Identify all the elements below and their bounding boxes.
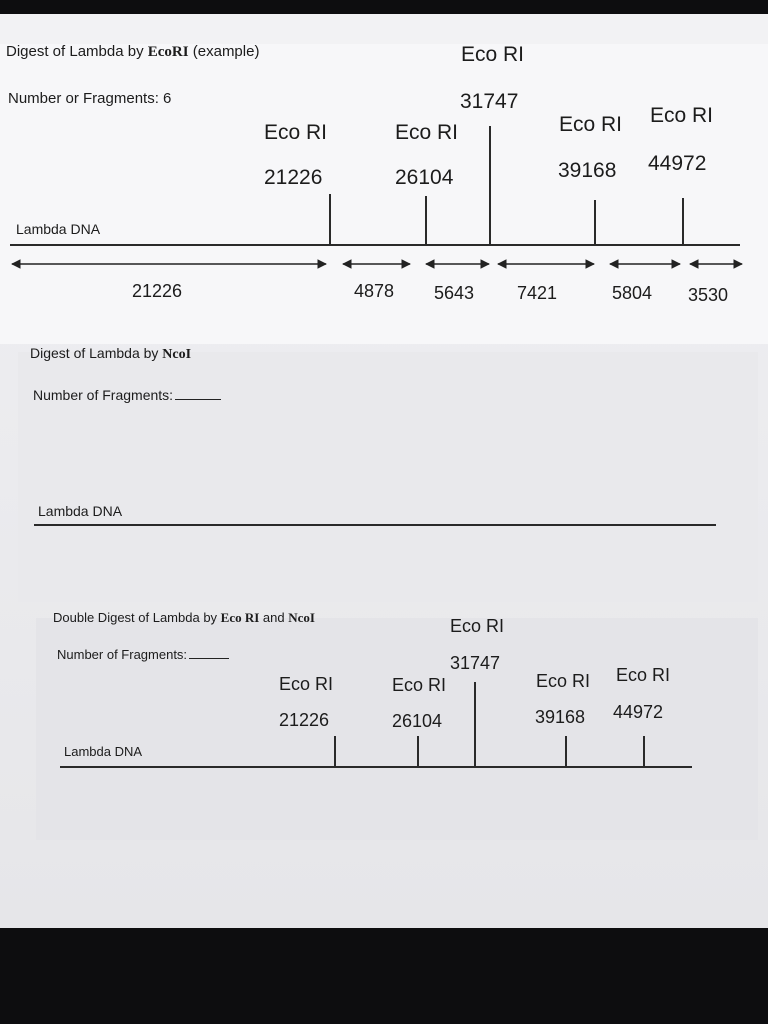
lambda-dna-label: Lambda DNA	[38, 503, 123, 519]
fragment-size-label: 3530	[688, 285, 729, 305]
site-position-label: 26104	[395, 166, 454, 189]
cut-site-mark	[417, 736, 419, 767]
site-position-label: 44972	[613, 702, 664, 722]
site-enzyme-label: Eco RI	[650, 104, 714, 127]
fragment-arrows	[0, 14, 768, 314]
ecori-example-title: Digest of Lambda by EcoRI (example)	[6, 43, 260, 60]
site-enzyme-label: Eco RI	[392, 675, 447, 695]
site-enzyme-label: Eco RI	[395, 121, 459, 144]
fragment-size-label: 5643	[434, 283, 475, 303]
cut-site-mark	[565, 736, 567, 767]
site-position-label: 44972	[648, 152, 707, 175]
site-position-label: 31747	[450, 653, 501, 673]
fragment-size-label: 4878	[354, 281, 395, 301]
site-position-label: 21226	[279, 710, 330, 730]
double-digest-title: Double Digest of Lambda by Eco RI and NcoI	[53, 610, 315, 625]
cut-site-mark	[643, 736, 645, 767]
cut-site-mark	[474, 682, 476, 767]
lambda-dna-label: Lambda DNA	[16, 221, 101, 237]
cut-site-mark	[334, 736, 336, 767]
site-position-label: 39168	[558, 159, 617, 182]
ncoi-digest-title: Digest of Lambda by NcoI	[30, 345, 192, 362]
site-position-label: 26104	[392, 711, 443, 731]
double-fragment-count: Number of Fragments:	[57, 648, 229, 661]
fragment-size-label: 5804	[612, 283, 653, 303]
site-position-label: 21226	[264, 166, 323, 189]
fragment-count-blank[interactable]	[189, 658, 229, 659]
site-enzyme-label: Eco RI	[264, 121, 328, 144]
site-enzyme-label: Eco RI	[616, 665, 671, 685]
lambda-dna-label: Lambda DNA	[64, 744, 143, 759]
fragment-size-label: 21226	[132, 281, 183, 301]
ncoi-fragment-count: Number of Fragments:	[33, 388, 221, 402]
site-position-label: 31747	[460, 90, 519, 113]
fragment-size-label: 7421	[517, 283, 558, 303]
ecori-fragment-count: Number or Fragments: 6	[8, 90, 172, 107]
site-enzyme-label: Eco RI	[450, 616, 505, 636]
site-enzyme-label: Eco RI	[536, 671, 591, 691]
lambda-dna-line	[34, 524, 716, 526]
site-enzyme-label: Eco RI	[559, 113, 623, 136]
lambda-dna-line	[60, 766, 692, 768]
site-position-label: 39168	[535, 707, 586, 727]
site-enzyme-label: Eco RI	[461, 43, 525, 66]
worksheet-page	[0, 14, 768, 928]
site-enzyme-label: Eco RI	[279, 674, 334, 694]
fragment-count-blank[interactable]	[175, 399, 221, 400]
